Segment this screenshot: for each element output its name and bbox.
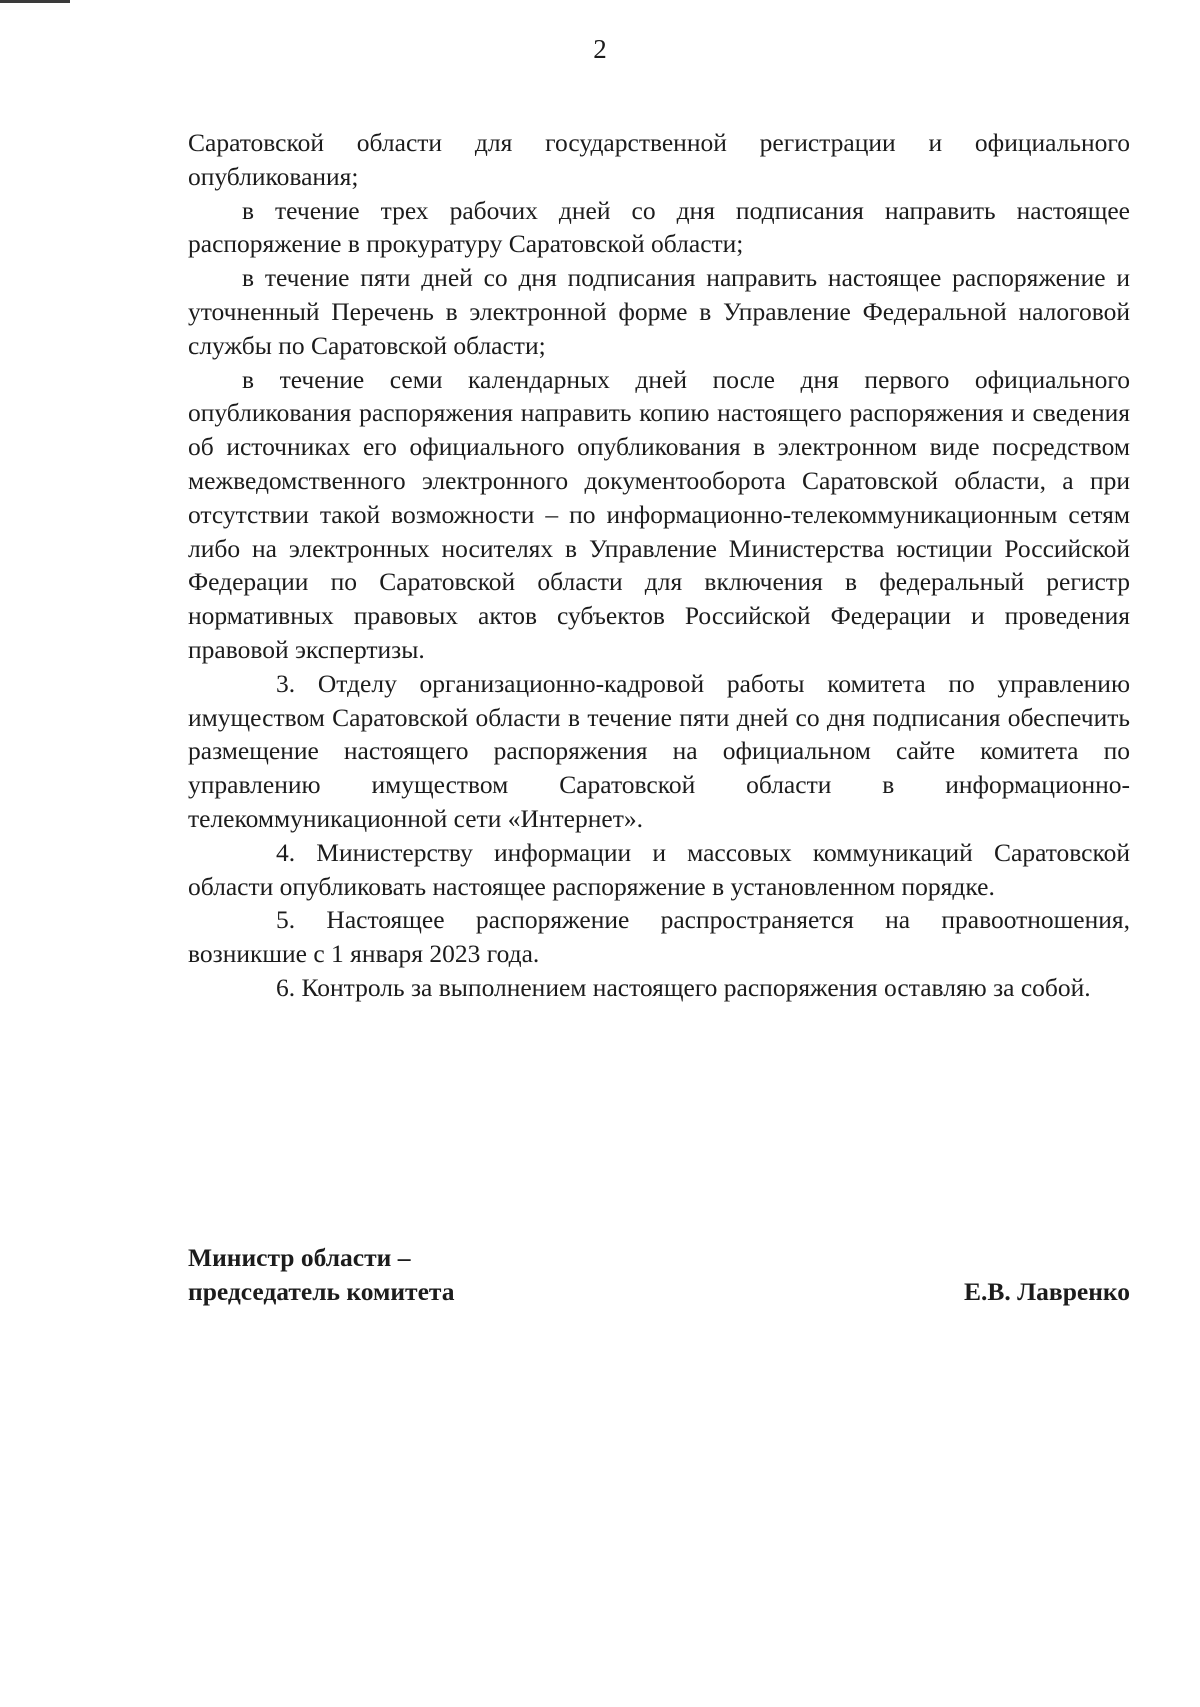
- document-body: [188, 126, 1130, 1005]
- signer-name: Е.В. Лавренко: [964, 1277, 1130, 1306]
- paragraph-justice-ministry: в течение семи календарных дней после дня первого официального опубликования распоряжения направить копию настоящего распоряжения и сведения об источниках его официального опубликования в электронном виде посредством межведомственного электронного документооборота Саратовской области, а при отсутствии такой возможности – по информационно-телекоммуникационным сетям либо на электронных носителях в Управление Министерства юстиции Российской Федерации по Саратовской области для включения в федеральный регистр нормативных правовых актов субъектов Российской Федерации и проведения правовой экспертизы.: [188, 364, 1130, 664]
- signature-position: [188, 1241, 454, 1309]
- signature-position-line1: Министр области –: [188, 1243, 411, 1272]
- paragraph-prosecutor: в течение трех рабочих дней со дня подписания направить настоящее распоряжение в прокуратуру Саратовской области;: [188, 195, 1130, 259]
- page-number: 2: [593, 34, 607, 64]
- paragraph-item-5: 5. Настоящее распоряжение распространяется на правоотношения, возникшие с 1 января 2023 года.: [188, 905, 1130, 969]
- paragraph-item-6: 6. Контроль за выполнением настоящего распоряжения оставляю за собой.: [276, 972, 1091, 1002]
- paragraph-item-3: 3. Отделу организационно-кадровой работы комитета по управлению имуществом Саратовской области в течение пяти дней со дня подписания обеспечить размещение настоящего распоряжения на официальном сайте комитета по управлению имуществом Саратовской области в информационно-телекоммуникационной сети «Интернет».: [188, 668, 1130, 833]
- scan-corner-mark: [0, 0, 70, 3]
- paragraph-item-4: 4. Министерству информации и массовых коммуникаций Саратовской области опубликовать настоящее распоряжение в установленном порядке.: [188, 837, 1130, 901]
- paragraph-tax-service: в течение пяти дней со дня подписания направить настоящее распоряжение и уточненный Перечень в электронной форме в Управление Федеральной налоговой службы по Саратовской области;: [188, 263, 1130, 360]
- paragraph-continuation: Саратовской области для государственной регистрации и официального опубликования;: [188, 128, 1130, 191]
- signature-position-line2: председатель комитета: [188, 1277, 455, 1306]
